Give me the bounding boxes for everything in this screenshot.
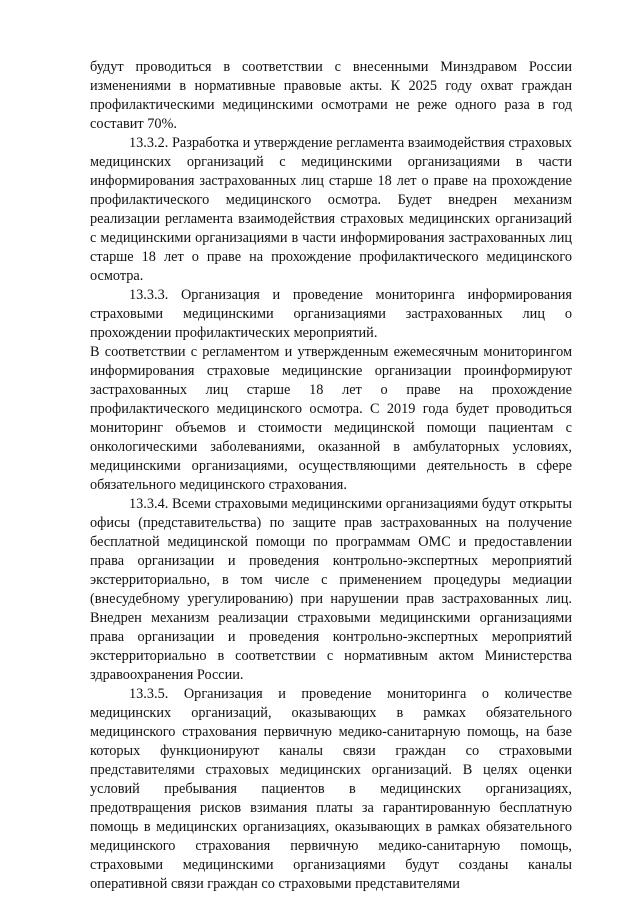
- paragraph-13-3-3-body: В соответствии с регламентом и утвержденным ежемесячным мониторингом информирования страховые медицинские организации проинформируют застрахованных лиц старше 18 лет о праве на прохождение профилактического медицинского осмотра. С 2019 года будет проводиться мониторинг объемов и стоимости медицинской помощи пациентам с онкологическими заболеваниями, оказанной в амбулаторных условиях, медицинскими организациями, осуществляющими деятельность в сфере обязательного медицинского страхования.: [90, 344, 572, 493]
- paragraph-13-3-2: 13.3.2. Разработка и утверждение регламента взаимодействия страховых медицинских организаций с медицинскими организациями в части информирования застрахованных лиц старше 18 лет о праве на прохождение профилактического медицинского осмотра. Будет внедрен механизм реализации регламента взаимодействия страховых медицинских организаций с медицинскими организациями в части информирования застрахованных лиц старше 18 лет о праве на прохождение профилактического медицинского осмотра.: [90, 135, 572, 284]
- paragraph-continuation: будут проводиться в соответствии с внесенными Минздравом России изменениями в нормативные правовые акты. К 2025 году охват граждан профилактическими медицинскими осмотрами не реже одного раза в год составит 70%.: [90, 59, 572, 132]
- document-page: [90, 58, 572, 894]
- paragraph-13-3-5: 13.3.5. Организация и проведение мониторинга о количестве медицинских организаций, оказывающих в рамках обязательного медицинского страхования первичную медико-санитарную помощь, на базе которых функционируют каналы связи граждан со страховыми представителями страховых медицинских организаций. В целях оценки условий пребывания пациентов в медицинских организациях, предотвращения рисков взимания платы за гарантированную бесплатную помощь в медицинских организациях, оказывающих в рамках обязательного медицинского страхования первичную медико-санитарную помощь, страховыми медицинскими организациями будут созданы каналы оперативной связи граждан со страховыми представителями: [90, 686, 572, 892]
- paragraph-13-3-4: 13.3.4. Всеми страховыми медицинскими организациями будут открыты офисы (представительства) по защите прав застрахованных на получение бесплатной медицинской помощи по программам ОМС и предоставлении права организации и проведения контрольно-экспертных мероприятий экстерриториально, в том числе с применением процедуры медиации (внесудебному урегулированию) при нарушении прав застрахованных лиц. Внедрен механизм реализации страховыми медицинскими организациями права организации и проведения контрольно-экспертных мероприятий экстерриториально в соответствии с нормативным актом Министерства здравоохранения России.: [90, 496, 572, 683]
- paragraph-13-3-3: 13.3.3. Организация и проведение мониторинга информирования страховыми медицинскими организациями застрахованных лиц о прохождении профилактических мероприятий.: [90, 287, 572, 341]
